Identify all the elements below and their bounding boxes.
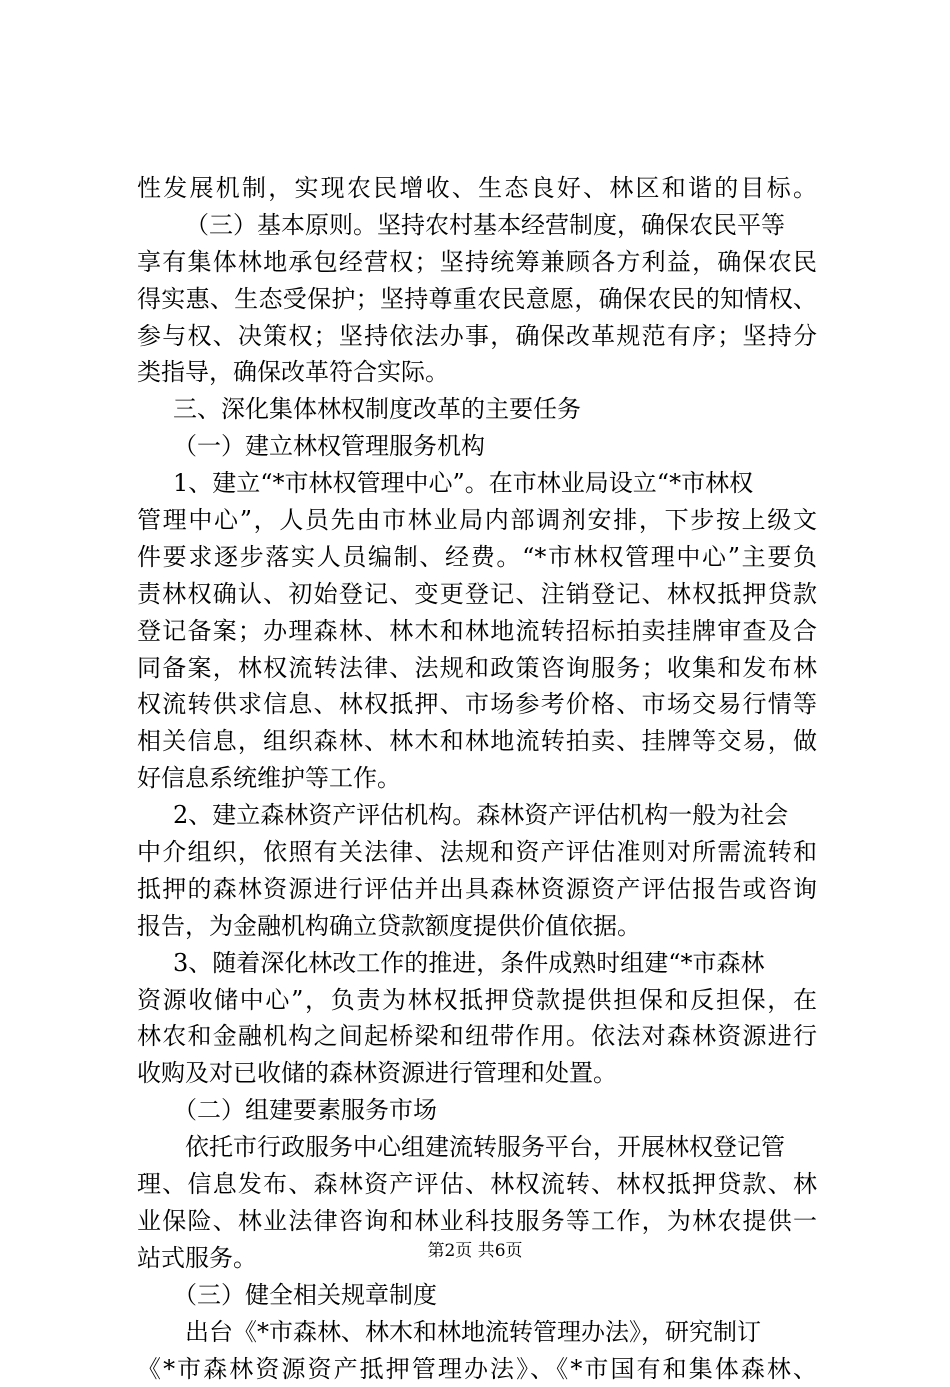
text-line: 出台《*市森林、林木和林地流转管理办法》，研究制订	[137, 1314, 817, 1351]
text-line: 林农和金融机构之间起桥梁和纽带作用。依法对森林资源进行	[137, 1018, 817, 1055]
subsection-heading: （一）建立林权管理服务机构	[137, 428, 817, 465]
body-text	[137, 170, 817, 1387]
text-line: 权流转供求信息、林权抵押、市场参考价格、市场交易行情等	[137, 686, 817, 723]
text-line: 《*市森林资源资产抵押管理办法》、《*市国有和集体森林、	[137, 1351, 817, 1387]
text-line: 性发展机制，实现农民增收、生态良好、林区和谐的目标。	[137, 170, 817, 207]
text-line: 抵押的森林资源进行评估并出具森林资源资产评估报告或咨询	[137, 871, 817, 908]
text-line: 依托市行政服务中心组建流转服务平台，开展林权登记管	[137, 1129, 817, 1166]
subsection-heading: （二）组建要素服务市场	[137, 1092, 817, 1129]
text-line: 报告，为金融机构确立贷款额度提供价值依据。	[137, 908, 817, 945]
text-line: 管理中心”，人员先由市林业局内部调剂安排，下步按上级文	[137, 502, 817, 539]
text-line: （三）基本原则。坚持农村基本经营制度，确保农民平等	[137, 207, 817, 244]
text-line: 2、建立森林资产评估机构。森林资产评估机构一般为社会	[137, 797, 817, 834]
text-line: 收购及对已收储的森林资源进行管理和处置。	[137, 1055, 817, 1092]
text-line: 件要求逐步落实人员编制、经费。“*市林权管理中心”主要负	[137, 539, 817, 576]
text-line: 理、信息发布、森林资产评估、林权流转、林权抵押贷款、林	[137, 1166, 817, 1203]
section-heading: 三、深化集体林权制度改革的主要任务	[137, 391, 817, 428]
text-line: 相关信息，组织森林、林木和林地流转拍卖、挂牌等交易，做	[137, 723, 817, 760]
text-line: 参与权、决策权；坚持依法办事，确保改革规范有序；坚持分	[137, 318, 817, 355]
page-number-footer: 第2页 共6页	[0, 1240, 950, 1262]
text-line: 同备案，林权流转法律、法规和政策咨询服务；收集和发布林	[137, 650, 817, 687]
text-line: 3、随着深化林改工作的推进，条件成熟时组建“*市森林	[137, 945, 817, 982]
subsection-heading: （三）健全相关规章制度	[137, 1277, 817, 1314]
text-line: 得实惠、生态受保护；坚持尊重农民意愿，确保农民的知情权、	[137, 281, 817, 318]
text-line: 登记备案；办理森林、林木和林地流转招标拍卖挂牌审查及合	[137, 613, 817, 650]
text-line: 站式服务。	[137, 1240, 817, 1277]
text-line: 资源收储中心”，负责为林权抵押贷款提供担保和反担保，在	[137, 982, 817, 1019]
text-line: 1、建立“*市林权管理中心”。在市林业局设立“*市林权	[137, 465, 817, 502]
text-line: 类指导，确保改革符合实际。	[137, 354, 817, 391]
text-line: 业保险、林业法律咨询和林业科技服务等工作，为林农提供一	[137, 1203, 817, 1240]
text-line: 好信息系统维护等工作。	[137, 760, 817, 797]
text-line: 享有集体林地承包经营权；坚持统筹兼顾各方利益，确保农民	[137, 244, 817, 281]
text-line: 责林权确认、初始登记、变更登记、注销登记、林权抵押贷款	[137, 576, 817, 613]
text-line: 中介组织，依照有关法律、法规和资产评估准则对所需流转和	[137, 834, 817, 871]
